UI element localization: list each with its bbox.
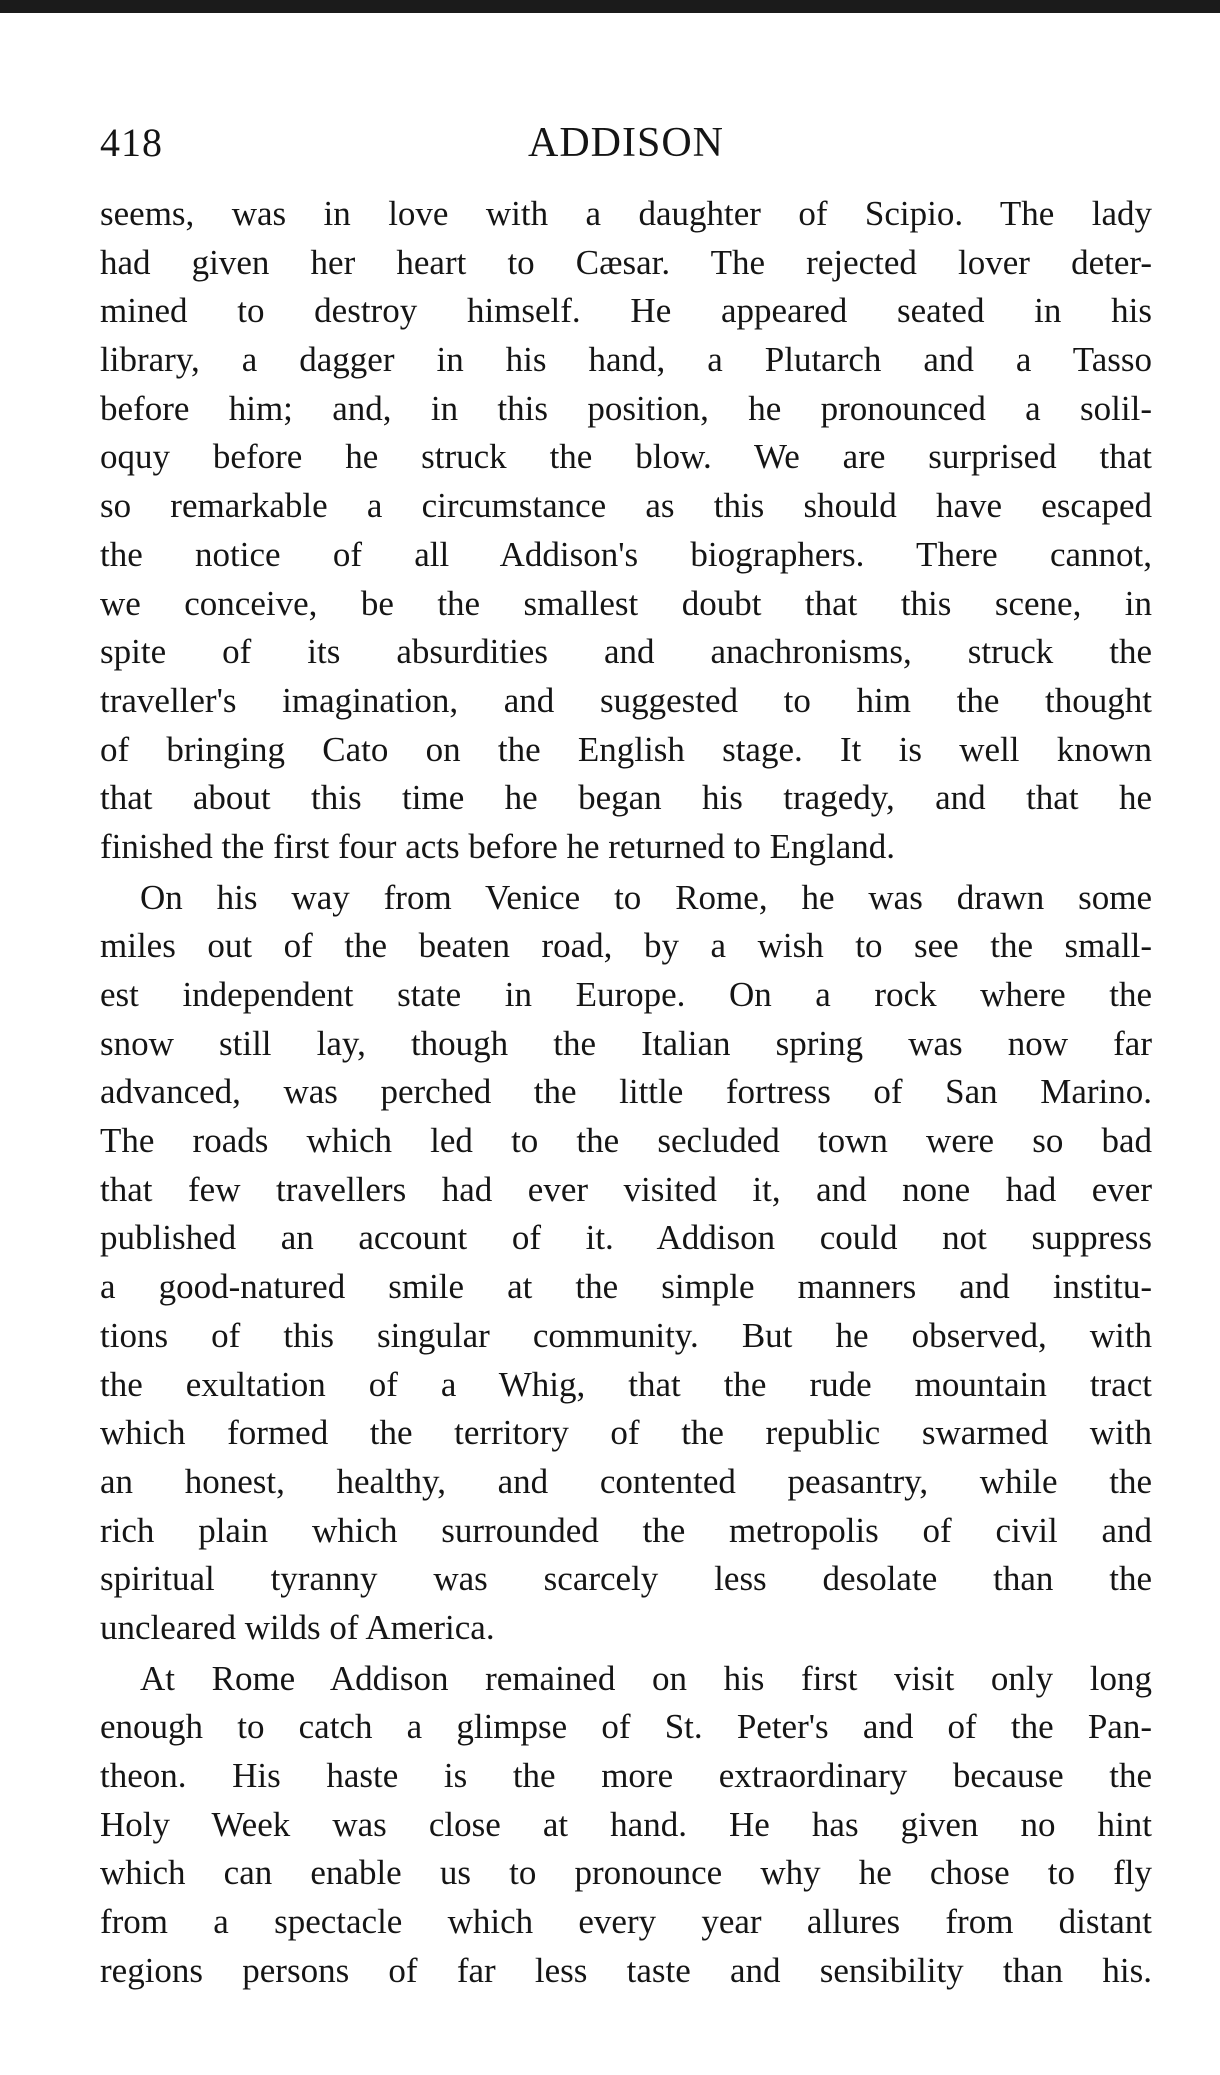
text-line: a good-natured smile at the simple manners and institu- [100,1267,1152,1307]
text-line: At Rome Addison remained on his first visit only long [140,1658,1152,1698]
paragraph-1 [100,190,1152,872]
text-line: seems, was in love with a daughter of Scipio. The lady [100,194,1152,233]
running-head: ADDISON [528,120,724,166]
text-line: the notice of all Addison's biographers. There cannot, [100,534,1152,574]
text-line: so remarkable a circumstance as this should have escaped [100,486,1152,526]
text-line: that few travellers had ever visited it, and none had ever [100,1169,1152,1209]
text-line: mined to destroy himself. He appeared seated in his [100,291,1152,331]
text-line: tions of this singular community. But he observed, with [100,1315,1152,1355]
text-line: uncleared wilds of America. [100,1607,495,1647]
text-line: finished the first four acts before he returned to England. [100,826,896,866]
text-line: which formed the territory of the republic swarmed with [100,1413,1152,1453]
page-header [100,118,1152,168]
text-line: The roads which led to the secluded town were so bad [100,1121,1152,1161]
paragraph-3 [100,1655,1152,1996]
text-line: On his way from Venice to Rome, he was drawn some [140,877,1152,917]
body-text [100,190,1152,1995]
text-line: spite of its absurdities and anachronisms, struck the [100,632,1152,672]
top-border-rule [0,0,1220,13]
text-line: had given her heart to Cæsar. The rejected lover deter- [100,242,1152,282]
text-line: oquy before he struck the blow. We are surprised that [100,437,1152,477]
paragraph-2 [100,874,1152,1653]
text-line: library, a dagger in his hand, a Plutarch and a Tasso [100,340,1152,380]
text-line: of bringing Cato on the English stage. It is well known [100,729,1152,769]
text-line: spiritual tyranny was scarcely less desolate than the [100,1559,1152,1599]
text-line: that about this time he began his tragedy, and that he [100,778,1152,818]
text-line: we conceive, be the smallest doubt that this scene, in [100,583,1152,623]
text-line: miles out of the beaten road, by a wish to see the small- [100,926,1152,966]
text-line: published an account of it. Addison could not suppress [100,1218,1152,1258]
page-number: 418 [100,120,163,165]
text-line: enough to catch a glimpse of St. Peter's and of the Pan- [100,1707,1152,1747]
text-line: regions persons of far less taste and sensibility than his. [100,1950,1152,1990]
text-line: theon. His haste is the more extraordinary because the [100,1756,1152,1795]
text-line: which can enable us to pronounce why he chose to fly [100,1853,1152,1893]
text-line: an honest, healthy, and contented peasantry, while the [100,1461,1152,1501]
text-line: from a spectacle which every year allures from distant [100,1902,1152,1942]
text-line: traveller's imagination, and suggested to him the thought [100,680,1152,720]
text-line: snow still lay, though the Italian spring was now far [100,1023,1152,1063]
text-line: before him; and, in this position, he pronounced a solil- [100,388,1152,428]
text-line: est independent state in Europe. On a rock where the [100,975,1152,1014]
text-line: rich plain which surrounded the metropolis of civil and [100,1510,1152,1550]
text-line: the exultation of a Whig, that the rude mountain tract [100,1364,1152,1404]
text-line: advanced, was perched the little fortress of San Marino. [100,1072,1152,1112]
text-line: Holy Week was close at hand. He has given no hint [100,1804,1152,1844]
